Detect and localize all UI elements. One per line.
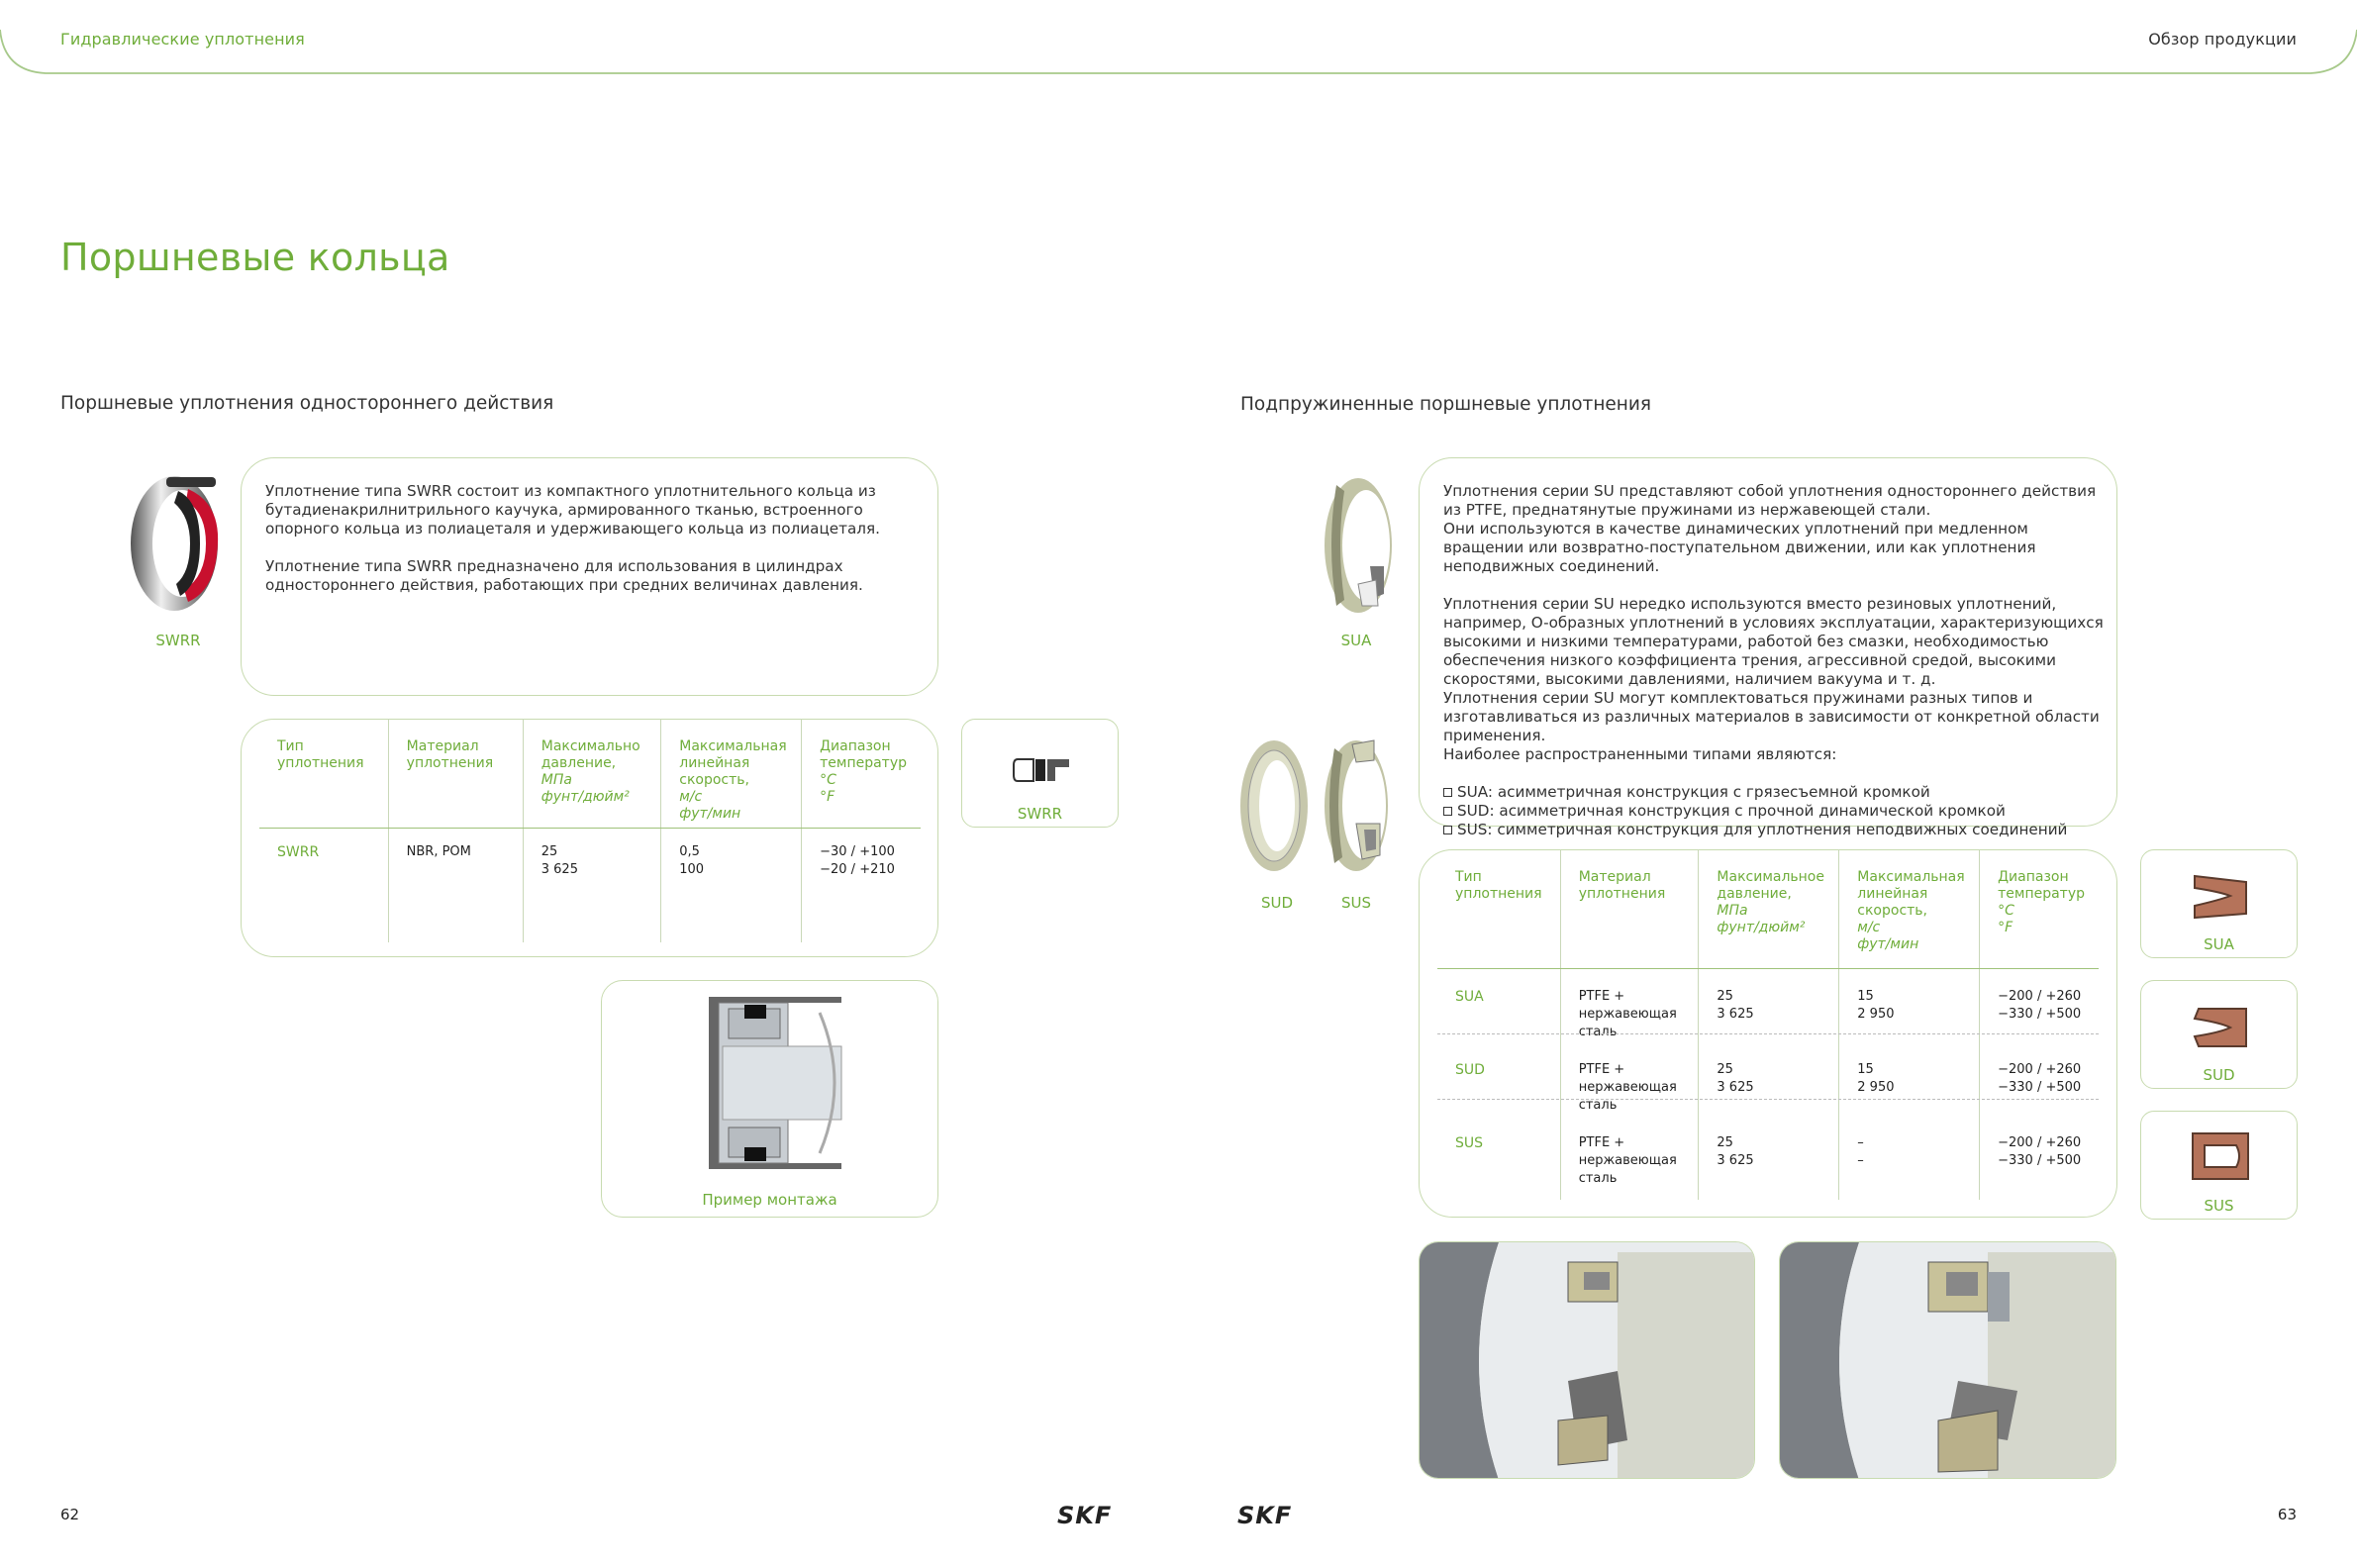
right-section-title: Подпружиненные поршневые уплотнения [1240,394,1652,415]
cell-temperature: −200 / +260 −330 / +500 [1980,1041,2099,1115]
col-header-speed: Максимальная линейная скорость, м/с фут/мин [661,719,802,828]
sua-profile-caption: SUA [2204,935,2234,953]
list-item: SUA: асимметричная конструкция с грязесъемной кромкой [1443,783,2107,802]
page-number-left: 62 [60,1506,80,1523]
left-section-title: Поршневые уплотнения одностороннего действия [60,393,554,414]
cell-material: PTFE + нержавеющая сталь [1560,1041,1699,1115]
sus-image-caption: SUS [1340,894,1372,912]
cutaway-drawing-2 [1780,1242,2116,1479]
col-header-pressure: Максимальное давление, МПа фунт/дюйм² [1699,849,1839,968]
cell-pressure: 25 3 625 [523,828,661,942]
sua-profile-icon [2191,872,2250,922]
su-description [1443,482,2107,839]
sua-image-caption: SUA [1340,632,1372,649]
su-description-box [1419,457,2117,838]
col-header-temperature: Диапазон температур °C °F [802,719,921,828]
page-title: Поршневые кольца [60,236,450,279]
cell-temperature: −200 / +260 −330 / +500 [1980,1115,2099,1200]
table-row [259,828,921,942]
cell-speed: 0,5 100 [661,828,802,942]
col-header-speed: Максимальная линейная скорость, м/с фут/мин [1839,849,1980,968]
skf-logo-right: SKF [1237,1502,1293,1529]
cell-temperature: −30 / +100 −20 / +210 [802,828,921,942]
cell-type: SUA [1455,989,1484,1005]
sus-profile-caption: SUS [2204,1197,2234,1215]
cell-type: SUS [1455,1135,1484,1151]
su-description-p4: Уплотнения серии SU могут комплектоваться пружинами разных типов и изготавливаться из различных материалов в зависимости от конкретной области применения. [1443,689,2100,744]
sus-profile-box [2140,1111,2298,1220]
sus-seal-image [1323,738,1392,873]
cutaway-drawing-1 [1420,1242,1755,1479]
cell-material: PTFE + нержавеющая сталь [1560,968,1699,1041]
swrr-profile-caption: SWRR [1017,805,1063,823]
table-row-divider [1437,1033,2099,1034]
cutaway-image-1 [1419,1241,1755,1479]
su-description-p5: Наиболее распространенными типами являются: [1443,745,1837,763]
cell-material: PTFE + нержавеющая сталь [1560,1115,1699,1200]
col-header-pressure: Максимально давление, МПа фунт/дюйм² [523,719,661,828]
header-chapter-label: Обзор продукции [2148,30,2297,49]
su-description-p1: Уплотнения серии SU представляют собой уплотнения одностороннего действия из PTFE, преднатянутые пружинами из нержавеющей стали. [1443,482,2097,519]
page-number-right: 63 [2277,1506,2297,1523]
header-frame [0,0,2357,75]
cell-pressure: 25 3 625 [1699,1115,1839,1200]
cell-speed: 15 2 950 [1839,1041,1980,1115]
table-header-rule [259,828,921,829]
sud-image-caption: SUD [1260,894,1294,912]
swrr-profile-box [961,719,1119,828]
cell-temperature: −200 / +260 −330 / +500 [1980,968,2099,1041]
cell-type: SWRR [277,844,320,860]
mounting-example-box [601,980,938,1218]
su-description-p2: Они используются в качестве динамических уплотнений при медленном вращении или возвратно-поступательном движении, или как уплотнения неподвижных соединений. [1443,520,2036,575]
swrr-description-box [241,457,938,696]
table-row [1437,1041,2099,1115]
swrr-description-p2: Уплотнение типа SWRR предназначено для использования в цилиндрах одностороннего действия, работающих при средних величинах давления. [265,557,863,594]
header-section-label: Гидравлические уплотнения [60,30,305,49]
table-row [1437,968,2099,1041]
cell-material: NBR, POM [388,828,523,942]
table-row-divider [1437,1099,2099,1100]
sus-profile-icon [2189,1129,2252,1183]
mounting-example-caption: Пример монтажа [702,1191,837,1209]
col-header-material: Материал уплотнения [1560,849,1699,968]
col-header-type: Тип уплотнения [277,738,364,771]
table-header-rule [1437,968,2099,969]
swrr-seal-image [129,473,220,614]
cutaway-image-2 [1779,1241,2116,1479]
cell-pressure: 25 3 625 [1699,1041,1839,1115]
list-item: SUS: симметричная конструкция для уплотнения неподвижных соединений [1443,821,2107,839]
table-row [1437,1115,2099,1200]
mounting-example-drawing [701,993,849,1173]
su-type-list [1443,783,2107,839]
col-header-material: Материал уплотнения [388,719,523,828]
swrr-description [265,482,909,595]
sud-profile-box [2140,980,2298,1089]
su-spec-table [1437,849,2099,1200]
sud-seal-image [1239,738,1309,873]
skf-logo-left: SKF [1057,1502,1113,1529]
swrr-description-p1: Уплотнение типа SWRR состоит из компактного уплотнительного кольца из бутадиенакрилнитрильного каучука, армированного тканью, встроенного опорного кольца из полиацеталя и удерживающего кольца из полиацеталя. [265,482,880,538]
sua-profile-box [2140,849,2298,958]
cell-speed: 15 2 950 [1839,968,1980,1041]
sud-profile-icon [2191,1003,2250,1052]
cell-speed: – – [1839,1115,1980,1200]
su-description-p3: Уплотнения серии SU нередко используются вместо резиновых уплотнений, например, O-образных уплотнений в условиях эксплуатации, характеризующихся высокими и низкими температурами, работой без смазки, необходимостью обеспечения низкого коэффициента трения, агрессивной средой, высокими скоростями, высокими давлениями, наличием вакуума и т. д. [1443,595,2104,688]
sua-seal-image [1323,475,1392,616]
swrr-spec-table [259,719,921,942]
list-item: SUD: асимметричная конструкция с прочной динамической кромкой [1443,802,2107,821]
col-header-temperature: Диапазон температур °C °F [1980,849,2099,968]
cell-type: SUD [1455,1062,1485,1078]
swrr-profile-icon [1012,755,1071,785]
cell-pressure: 25 3 625 [1699,968,1839,1041]
col-header-type: Тип уплотнения [1455,869,1542,902]
sud-profile-caption: SUD [2203,1066,2235,1084]
swrr-image-caption: SWRR [155,632,201,649]
